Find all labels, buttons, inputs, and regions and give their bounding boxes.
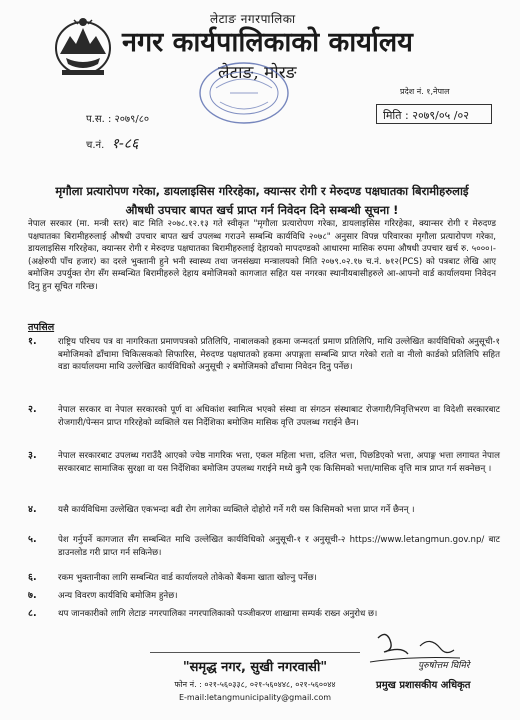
list-item (22, 336, 500, 374)
list-item (22, 534, 500, 559)
footer-email: E-mail:letangmunicipality@gmail.com (178, 693, 332, 702)
subject-line-2: औषधी उपचार बापत खर्च प्राप्त गर्न निवेदन दिने सम्बन्धी सूचना ! (125, 203, 399, 217)
nepal-emblem-logo (52, 14, 114, 78)
item-text: अन्य विवरण कार्यविधि बमोजिम हुनेछ। (58, 591, 178, 601)
item-text: नेपाल सरकारबाट उपलब्ध गराउँदै आएको ज्येष्ठ नागरिक भत्ता, एकल महिला भत्ता, दलित भत्ता, पिछडिएको भत्ता, अपाङ्ग भत्ता लगायत नेपाल सरकारबाट सामाजिक सुरक्षा वा यस निर्देशिका बमोजिम उपलब्ध गराईने मध्ये कुनै एक किसिमको भत्ता/मासिक वृत्ति मात्र प्राप्त गर्न सक्नेछन् । (58, 451, 500, 474)
list-item (22, 404, 500, 429)
footer (150, 657, 360, 702)
item-number: ४. (28, 504, 37, 515)
item-number: ७. (28, 590, 37, 601)
reference-number: प.स. : २०७९/८० (86, 114, 150, 125)
item-number: २. (28, 404, 37, 415)
item-text: यसै कार्यविधिमा उल्लेखित एकभन्दा बढी रोग लागेका व्यक्तिले दोहोरो गर्ने गरी यस किसिमको भत्ता प्राप्त गर्ने छैनन् । (58, 505, 415, 515)
list-heading: तपसिल (28, 322, 55, 333)
office-stamp (196, 60, 292, 126)
letterhead-municipality: लेटाङ नगरपालिका (210, 12, 296, 26)
item-number: ३. (28, 450, 37, 461)
letterhead-place: लेटाङ, मोरङ (218, 63, 297, 83)
item-text: रकम भुक्तानीका लागि सम्बन्धित वार्ड कार्यालयले तोकेको बैंकमा खाता खोल्नु पर्नेछ। (58, 573, 317, 583)
list-item (22, 572, 500, 585)
item-text: पेश गर्नुपर्ने कागजात सँग सम्बन्धित माथि उल्लेखित कार्यविधिको अनुसूची-१ र अनुसूची-२ https://www.letangmun.gov.np/ बाट डाउनलोड गरी प्राप्त गर्न सकिनेछ। (58, 535, 500, 558)
list-item (22, 504, 500, 517)
item-text: नेपाल सरकार वा नेपाल सरकारको पूर्ण वा अधिकांश स्वामित्व भएको संस्था वा संगठन संस्थाबाट रोजगारी/निवृत्तिभरण वा विदेशी सरकारबाट रोजगारी/पेन्सन प्राप्त गरिरहेको व्यक्तिले यस निर्देशिका बमोजिम मासिक वृत्ति उपलब्ध गराईने छैन। (58, 405, 500, 428)
letterhead-title: नगर कार्यपालिकाको कार्यालय (122, 27, 413, 58)
notice-subject (24, 182, 500, 220)
letterhead-province: प्रदेश नं. १,नेपाल (400, 87, 450, 96)
dispatch-number (86, 134, 138, 153)
dispatch-label: च.नं. (86, 140, 105, 151)
notice-body: नेपाल सरकार (मा. मन्त्री स्तर) बाट मिति २०७८.१२.१३ गते स्वीकृत "मृगौला प्रत्यारोपण गरेका, डायलाइसिस गरिरहेका, क्यान्सर रोगी र मेरुदण्ड पक्षघातका बिरामीहरुलाई औषधी उपचार बापत खर्च उपलब्ध गराउने सम्बन्धि कार्यविधि २०७८" अनुसार विपन्न परिवारका मृगौला प्रत्यारोपण गरेका, डायलाइसिस गरिरहेका, क्यान्सर रोगी र मेरुदण्ड पक्षघातका बिरामीहरुलाई देहायको मापदण्डको आधारमा मासिक रुपमा औषधी उपचार खर्च रु. ५०००।- (अक्षेरुपी पाँच हजार) का दरले भुक्तानी हुने भनी स्वास्थ्य तथा जनसंख्या मन्त्रालयको मिति २०७९.०२.१७ च.नं. ७१२(PCS) को पत्रबाट लेखि आए बमोजिम उपर्युक्त रोग सँग सम्बन्धित बिरामीहरुले देहाय बमोजिमको कागजात सहित यस नगरका स्थानीयबासीहरुले आ-आफ्नो वार्ड कार्यालयमा निवेदन दिनु हुन सूचित गरिन्छ। (28, 219, 496, 292)
item-number: ६. (28, 572, 37, 583)
signatory-name: पुरुषोत्तम घिमिरे (418, 661, 470, 671)
footer-divider (150, 652, 360, 653)
item-number: ८. (28, 608, 37, 619)
date-box: मिति : २०७९/०५ /०२ (376, 104, 492, 124)
signatory-title: प्रमुख प्रशासकीय अधिकृत (376, 680, 471, 691)
footer-phone: फोन नं. : ०२१-५६०३३८, ०२१-५६०४४८, ०२१-५६००४४ (174, 680, 336, 689)
item-text: थप जानकारीको लागि लेटाङ नगरपालिका नगरपालिकाको पञ्जीकरण शाखामा सम्पर्क राख्न अनुरोध छ। (58, 609, 378, 619)
list-item (22, 608, 500, 621)
dispatch-value: १-८६ (111, 136, 139, 152)
item-text: राष्ट्रिय परिचय पत्र वा नागरिकता प्रमाणपत्रको प्रतिलिपि, नाबालकको हकमा जन्मदर्ता प्रमाण प्रतिलिपि, माथि उल्लेखित कार्यविधिको अनुसूची-१ बमोजिमको ढाँचामा चिकित्सकको सिफारिस, मेरुदण्ड पक्षघातको हकमा अपाङ्गता सम्बन्धि प्राप्त गरेको रातो वा नीलो कार्डको प्रतिलिपि सहित वडा कार्यालयमा माथि उल्लेखित कार्यविधिको अनुसूची २ बमोजिमको ढाँचामा निवेदन दिनु पर्नेछ। (58, 337, 500, 373)
subject-line-1: मृगौला प्रत्यारोपण गरेका, डायलाइसिस गरिरहेका, क्यान्सर रोगी र मेरुदण्ड पक्षघातका बिरामीहरुलाई (55, 184, 469, 198)
item-number: १. (28, 336, 37, 347)
list-item (22, 590, 500, 603)
item-number: ५. (28, 534, 37, 545)
footer-slogan: "समृद्ध नगर, सुखी नगरवासी" (182, 660, 328, 675)
list-item (22, 450, 500, 475)
